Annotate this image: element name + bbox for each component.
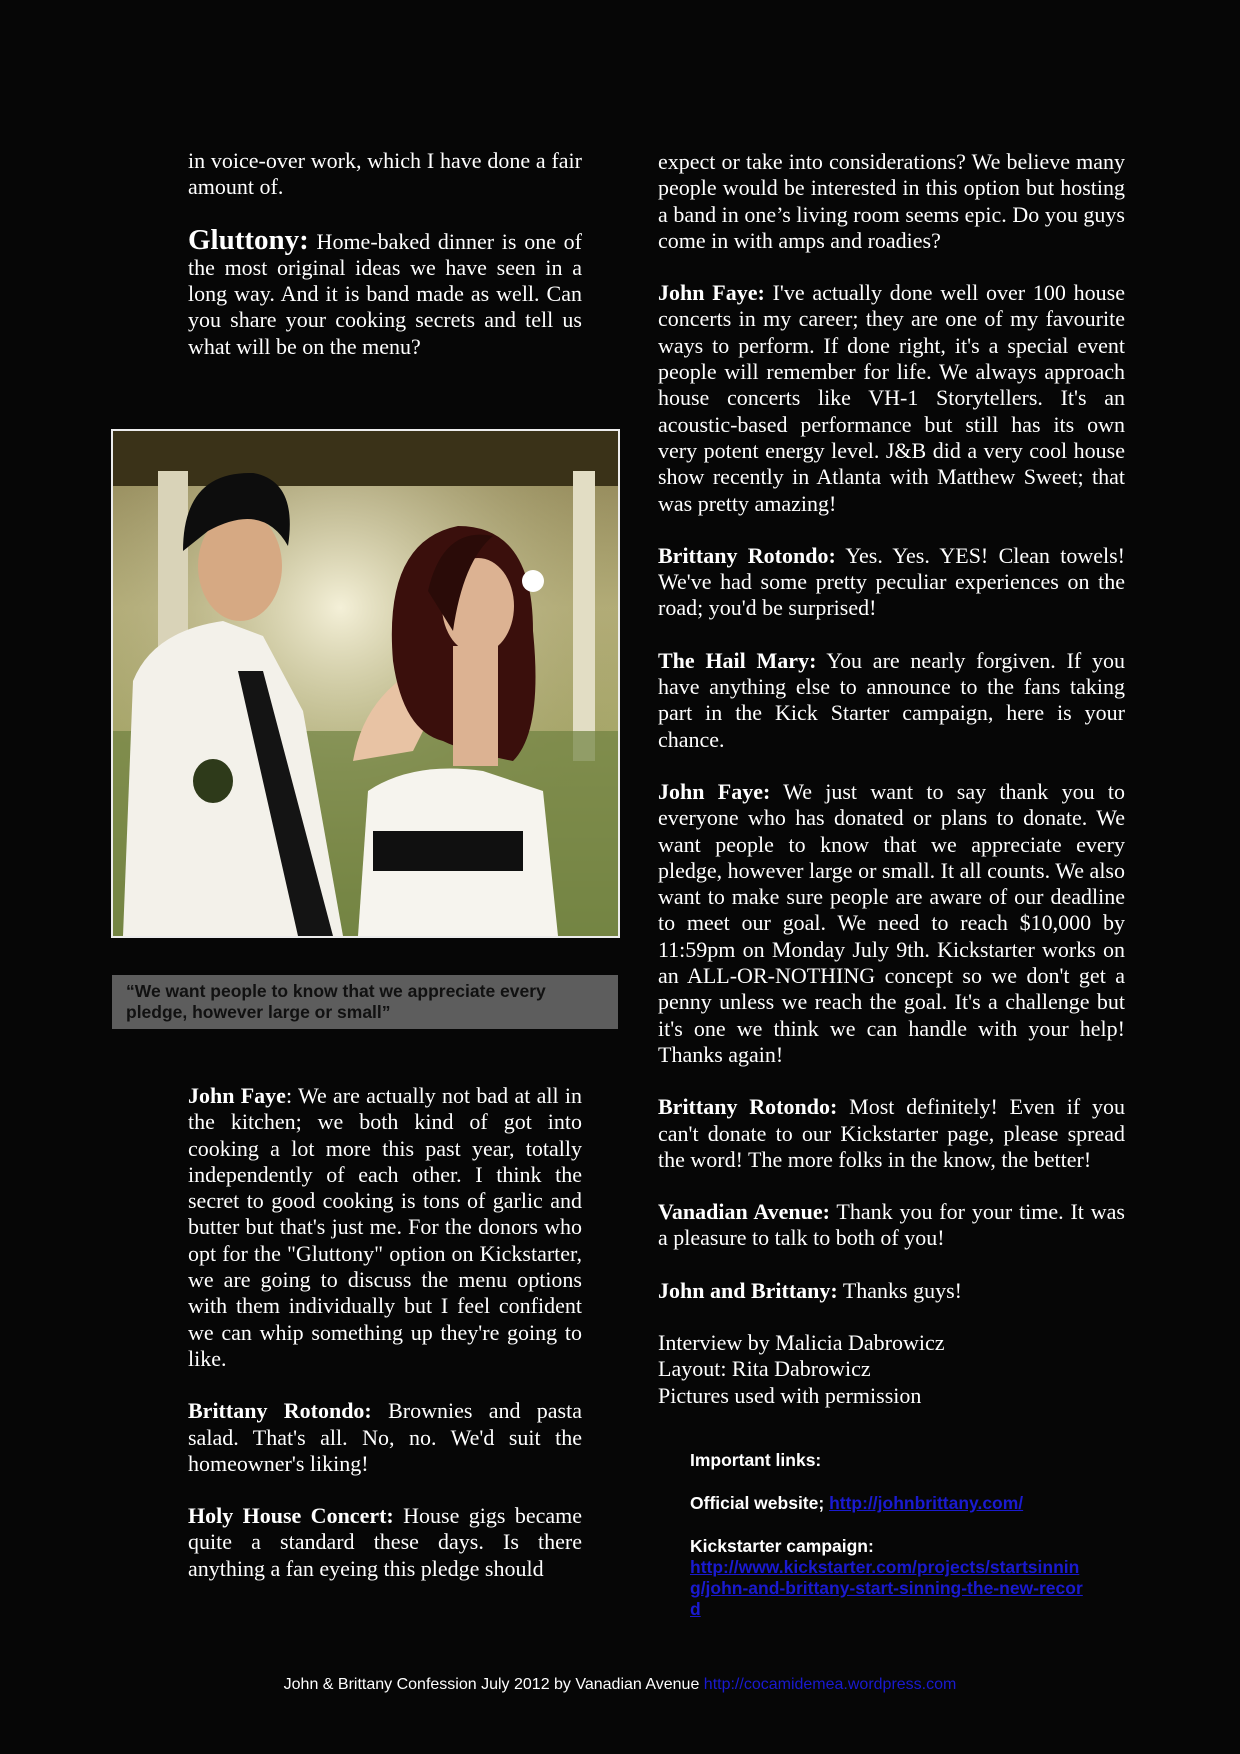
important-links xyxy=(690,1450,1090,1620)
website-row xyxy=(690,1493,1090,1514)
closing-vanadian xyxy=(658,1199,1125,1252)
speaker-brittany: Brittany Rotondo: xyxy=(188,1398,372,1424)
website-label: Official website; xyxy=(690,1493,830,1513)
answer-brittany-house xyxy=(658,543,1125,622)
question-hail-mary xyxy=(658,648,1125,753)
website-link[interactable]: http://johnbrittany.com/ xyxy=(829,1493,1024,1513)
closing-john-brittany xyxy=(658,1278,1125,1304)
credit-interview: Interview by Malicia Dabrowicz xyxy=(658,1329,945,1355)
answer-brittany-spread-text: Most definitely! Even if you can't donate to our Kickstarter page, please spread the word! The more folks in the know, the better! xyxy=(658,1094,1125,1172)
credits xyxy=(658,1330,1125,1409)
question-house-concert-text: House gigs became quite a standard these days. Is there anything a fan eyeing this pledge should xyxy=(188,1503,583,1581)
speaker-john: John Faye xyxy=(188,1083,286,1108)
answer-brittany-spread xyxy=(658,1094,1125,1173)
speaker-holy-house: Holy House Concert: xyxy=(188,1503,394,1529)
answer-brittany-cooking-text: Brownies and pasta salad. That's all. No, no. We'd suit the homeowner's liking! xyxy=(188,1398,582,1476)
credit-pictures: Pictures used with permission xyxy=(658,1382,922,1408)
band-photo xyxy=(111,429,620,938)
closing-vanadian-text: Thank you for your time. It was a pleasure to talk to both of you! xyxy=(658,1199,1125,1251)
speaker-brittany: Brittany Rotondo: xyxy=(658,1094,838,1120)
paragraph-voiceover: in voice-over work, which I have done a fair amount of. xyxy=(188,148,582,200)
question-hail-mary-text: You are nearly forgiven. If you have anything else to announce to the fans taking part in the Kick Starter campaign, here is your chance. xyxy=(658,647,1125,752)
left-column-top xyxy=(188,148,582,386)
closing-john-brittany-text: Thanks guys! xyxy=(837,1277,962,1303)
speaker-brittany: Brittany Rotondo: xyxy=(658,542,836,568)
speaker-hail-mary: The Hail Mary: xyxy=(658,647,817,673)
speaker-vanadian: Vanadian Avenue: xyxy=(658,1199,830,1225)
credit-layout: Layout: Rita Dabrowicz xyxy=(658,1356,871,1382)
footer-text: John & Brittany Confession July 2012 by Vanadian Avenue xyxy=(283,1676,704,1693)
kickstarter-row xyxy=(690,1536,1090,1620)
speaker-john: John Faye: xyxy=(658,280,765,306)
speaker-john-brittany: John and Brittany: xyxy=(658,1277,838,1303)
question-house-concert-cont: expect or take into considerations? We believe many people would be interested in this option but hosting a band in one’s living room seems epic. Do you guys come in with amps and roadies? xyxy=(658,149,1125,253)
answer-john-cooking xyxy=(188,1083,582,1372)
speaker-gluttony: Gluttony: xyxy=(188,223,309,256)
kickstarter-link[interactable]: http://www.kickstarter.com/projects/startsinning/john-and-brittany-start-sinning-the-new-record xyxy=(690,1557,1083,1619)
question-gluttony xyxy=(188,223,582,360)
answer-john-house xyxy=(658,280,1125,517)
answer-brittany-house-text: Yes. Yes. YES! Clean towels! We've had some pretty peculiar experiences on the road; you'd be surprised! xyxy=(658,542,1126,621)
footer xyxy=(0,1676,1240,1694)
question-gluttony-text: Home-baked dinner is one of the most original ideas we have seen in a long way. And it is band made as well. Can you share your cooking secrets and tell us what will be on the menu? xyxy=(188,228,582,359)
links-heading: Important links: xyxy=(690,1450,822,1470)
answer-brittany-cooking xyxy=(188,1398,582,1477)
answer-john-thanks xyxy=(658,779,1125,1068)
question-house-concert xyxy=(188,1503,582,1582)
kickstarter-label: Kickstarter campaign: xyxy=(690,1536,874,1556)
right-column xyxy=(658,149,1125,1409)
speaker-john: John Faye: xyxy=(658,778,771,804)
answer-john-house-text: I've actually done well over 100 house concerts in my career; they are one of my favourite ways to perform. If done right, it's a special event people will remember for life. We always approach house concerts like VH-1 Storytellers. It's an acoustic-based performance but still has its own very potent energy level. J&B did a very cool house show recently in Atlanta with Matthew Sweet; that was pretty amazing! xyxy=(658,280,1125,516)
band-photo-illustration xyxy=(113,431,618,936)
left-column-bottom xyxy=(188,1083,582,1608)
answer-john-thanks-text: We just want to say thank you to everyone who has donated or plans to donate. We want people to know that we appreciate every pledge, however large or small. It all counts. We also want to make sure people are aware of our deadline to meet our goal. We need to reach $10,000 by 11:59pm on Monday July 9th. Kickstarter works on an ALL-OR-NOTHING concept so we don't get a penny unless we reach the goal. It's a challenge but it's one we think we can handle with your help! Thanks again! xyxy=(658,778,1125,1067)
footer-link[interactable]: http://cocamidemea.wordpress.com xyxy=(703,1676,957,1693)
answer-john-cooking-text: : We are actually not bad at all in the kitchen; we both kind of got into cooking a lot more this past year, totally independently of each other. I think the secret to good cooking is tons of garlic and butter but that's just me. For the donors who opt for the "Gluttony" option on Kickstarter, we are going to discuss the menu options with them individually but I feel confident we can whip something up they're going to like. xyxy=(188,1083,582,1371)
pull-quote: “We want people to know that we appreciate every pledge, however large or small” xyxy=(112,975,618,1029)
